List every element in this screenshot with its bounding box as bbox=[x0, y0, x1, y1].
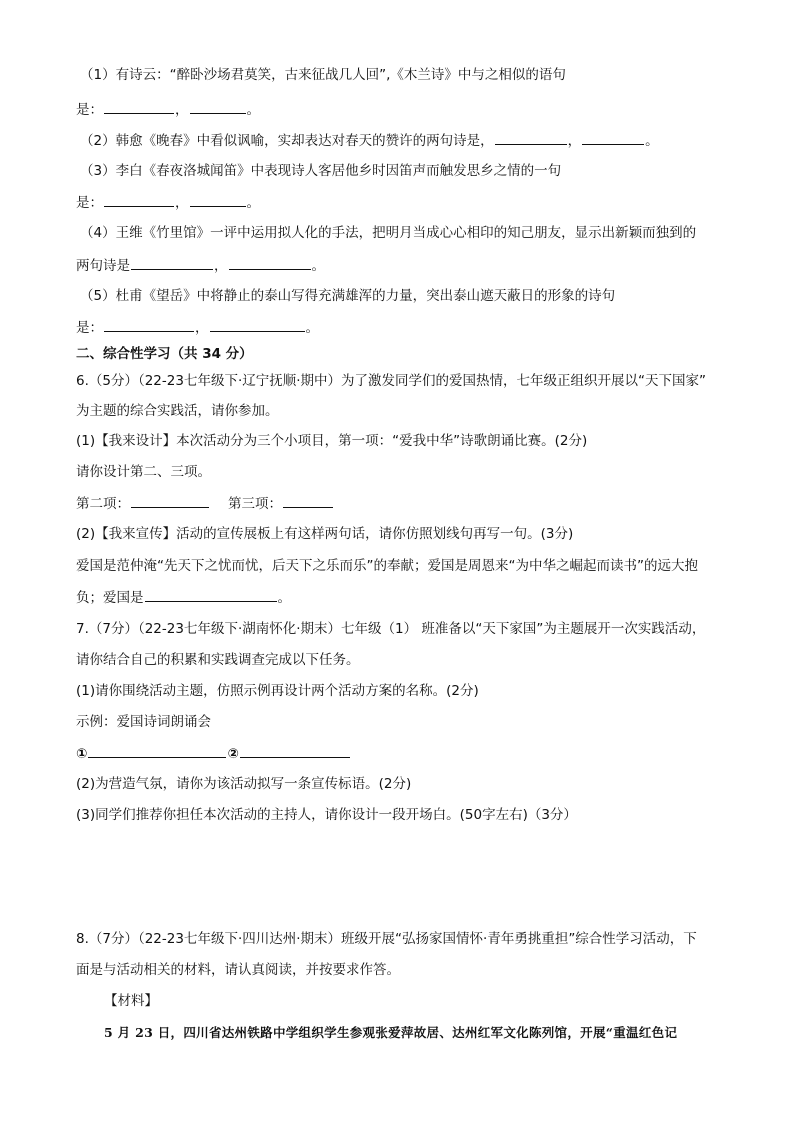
q3-line2: 是： ， 。 bbox=[76, 195, 260, 211]
answer-blank[interactable] bbox=[131, 256, 213, 270]
answer-blank[interactable] bbox=[190, 100, 246, 114]
q6-stem-line1: 6.（5分）（22-23七年级下·辽宁抚顺·期中）为了激发同学们的爱国热情，七年级正组织开展以“天下国家” bbox=[76, 373, 707, 389]
q6-sub2: (2)【我来宣传】活动的宣传展板上有这样两句话，请你仿照划线句再写一句。(3分) bbox=[76, 526, 574, 542]
answer-blank[interactable] bbox=[131, 494, 209, 508]
q1-line1: （1）有诗云：“醉卧沙场君莫笑，古来征战几人回”,《木兰诗》中与之相似的语句 bbox=[80, 67, 566, 83]
answer-blank[interactable] bbox=[104, 100, 174, 114]
answer-blank[interactable] bbox=[210, 318, 305, 332]
q6-sub2-b: 爱国是范仲淹“先天下之忧而忧，后天下之乐而乐”的奉献；爱国是周恩来“为中华之崛起而读书”的远大抱 bbox=[76, 558, 698, 574]
q7-answers: ① ② bbox=[76, 744, 351, 763]
q6-items: 第二项： 第三项： bbox=[76, 494, 334, 513]
q3-line1: （3）李白《春夜洛城闻笛》中表现诗人客居他乡时因笛声而触发思乡之情的一句 bbox=[80, 163, 562, 179]
answer-blank[interactable] bbox=[229, 256, 311, 270]
q6-sub2-c: 负；爱国是 。 bbox=[76, 590, 291, 606]
q6-sub1: (1)【我来设计】本次活动分为三个小项目，第一项：“爱我中华”诗歌朗诵比赛。(2分) bbox=[76, 433, 588, 449]
q6-sub1-b: 请你设计第二、三项。 bbox=[76, 464, 211, 480]
q7-stem-line1: 7.（7分）（22-23七年级下·湖南怀化·期末）七年级（1） 班准备以“天下家国”为主题展开一次实践活动， bbox=[76, 621, 706, 637]
answer-blank[interactable] bbox=[190, 193, 246, 207]
answer-blank[interactable] bbox=[104, 193, 174, 207]
answer-blank[interactable] bbox=[145, 588, 277, 602]
q4-line2: 两句诗是 ， 。 bbox=[76, 258, 325, 274]
q2-line1: （2）韩愈《晚春》中看似讽喻，实却表达对春天的赞许的两句诗是， ， 。 bbox=[80, 133, 659, 149]
q6-stem-line2: 为主题的综合实践活，请你参加。 bbox=[76, 403, 279, 419]
section-heading: 二、综合性学习（共 34 分） bbox=[76, 346, 253, 362]
q7-example: 示例：爱国诗词朗诵会 bbox=[76, 714, 211, 730]
answer-blank[interactable] bbox=[582, 131, 644, 145]
material-label: 【材料】 bbox=[104, 993, 158, 1009]
q4-line1: （4）王维《竹里馆》一评中运用拟人化的手法，把明月当成心心相印的知己朋友，显示出新颖而独到的 bbox=[80, 225, 697, 241]
material-text: 5 月 23 日，四川省达州铁路中学组织学生参观张爱萍故居、达州红军文化陈列馆，开展“重温红色记 bbox=[104, 1025, 678, 1040]
q7-stem-line2: 请你结合自己的积累和实践调查完成以下任务。 bbox=[76, 652, 360, 668]
q7-sub3: (3)同学们推荐你担任本次活动的主持人，请你设计一段开场白。(50字左右)（3分） bbox=[76, 807, 577, 823]
answer-blank[interactable] bbox=[283, 494, 333, 508]
answer-blank[interactable] bbox=[104, 318, 194, 332]
answer-blank[interactable] bbox=[240, 744, 350, 758]
q5-line2: 是： ， 。 bbox=[76, 320, 319, 336]
q7-sub1: (1)请你围绕活动主题，仿照示例再设计两个活动方案的名称。(2分) bbox=[76, 683, 479, 699]
q7-sub2: (2)为营造气氛，请你为该活动拟写一条宣传标语。(2分) bbox=[76, 776, 412, 792]
answer-blank[interactable] bbox=[495, 131, 567, 145]
q8-stem-line1: 8.（7分）（22-23七年级下·四川达州·期末）班级开展“弘扬家国情怀·青年勇挑重担”综合性学习活动，下 bbox=[76, 931, 697, 947]
q1-line2: 是： ， 。 bbox=[76, 102, 260, 118]
q5-line1: （5）杜甫《望岳》中将静止的泰山写得充满雄浑的力量，突出泰山遮天蔽日的形象的诗句 bbox=[80, 288, 616, 304]
answer-blank[interactable] bbox=[88, 744, 226, 758]
q8-stem-line2: 面是与活动相关的材料，请认真阅读，并按要求作答。 bbox=[76, 962, 400, 978]
